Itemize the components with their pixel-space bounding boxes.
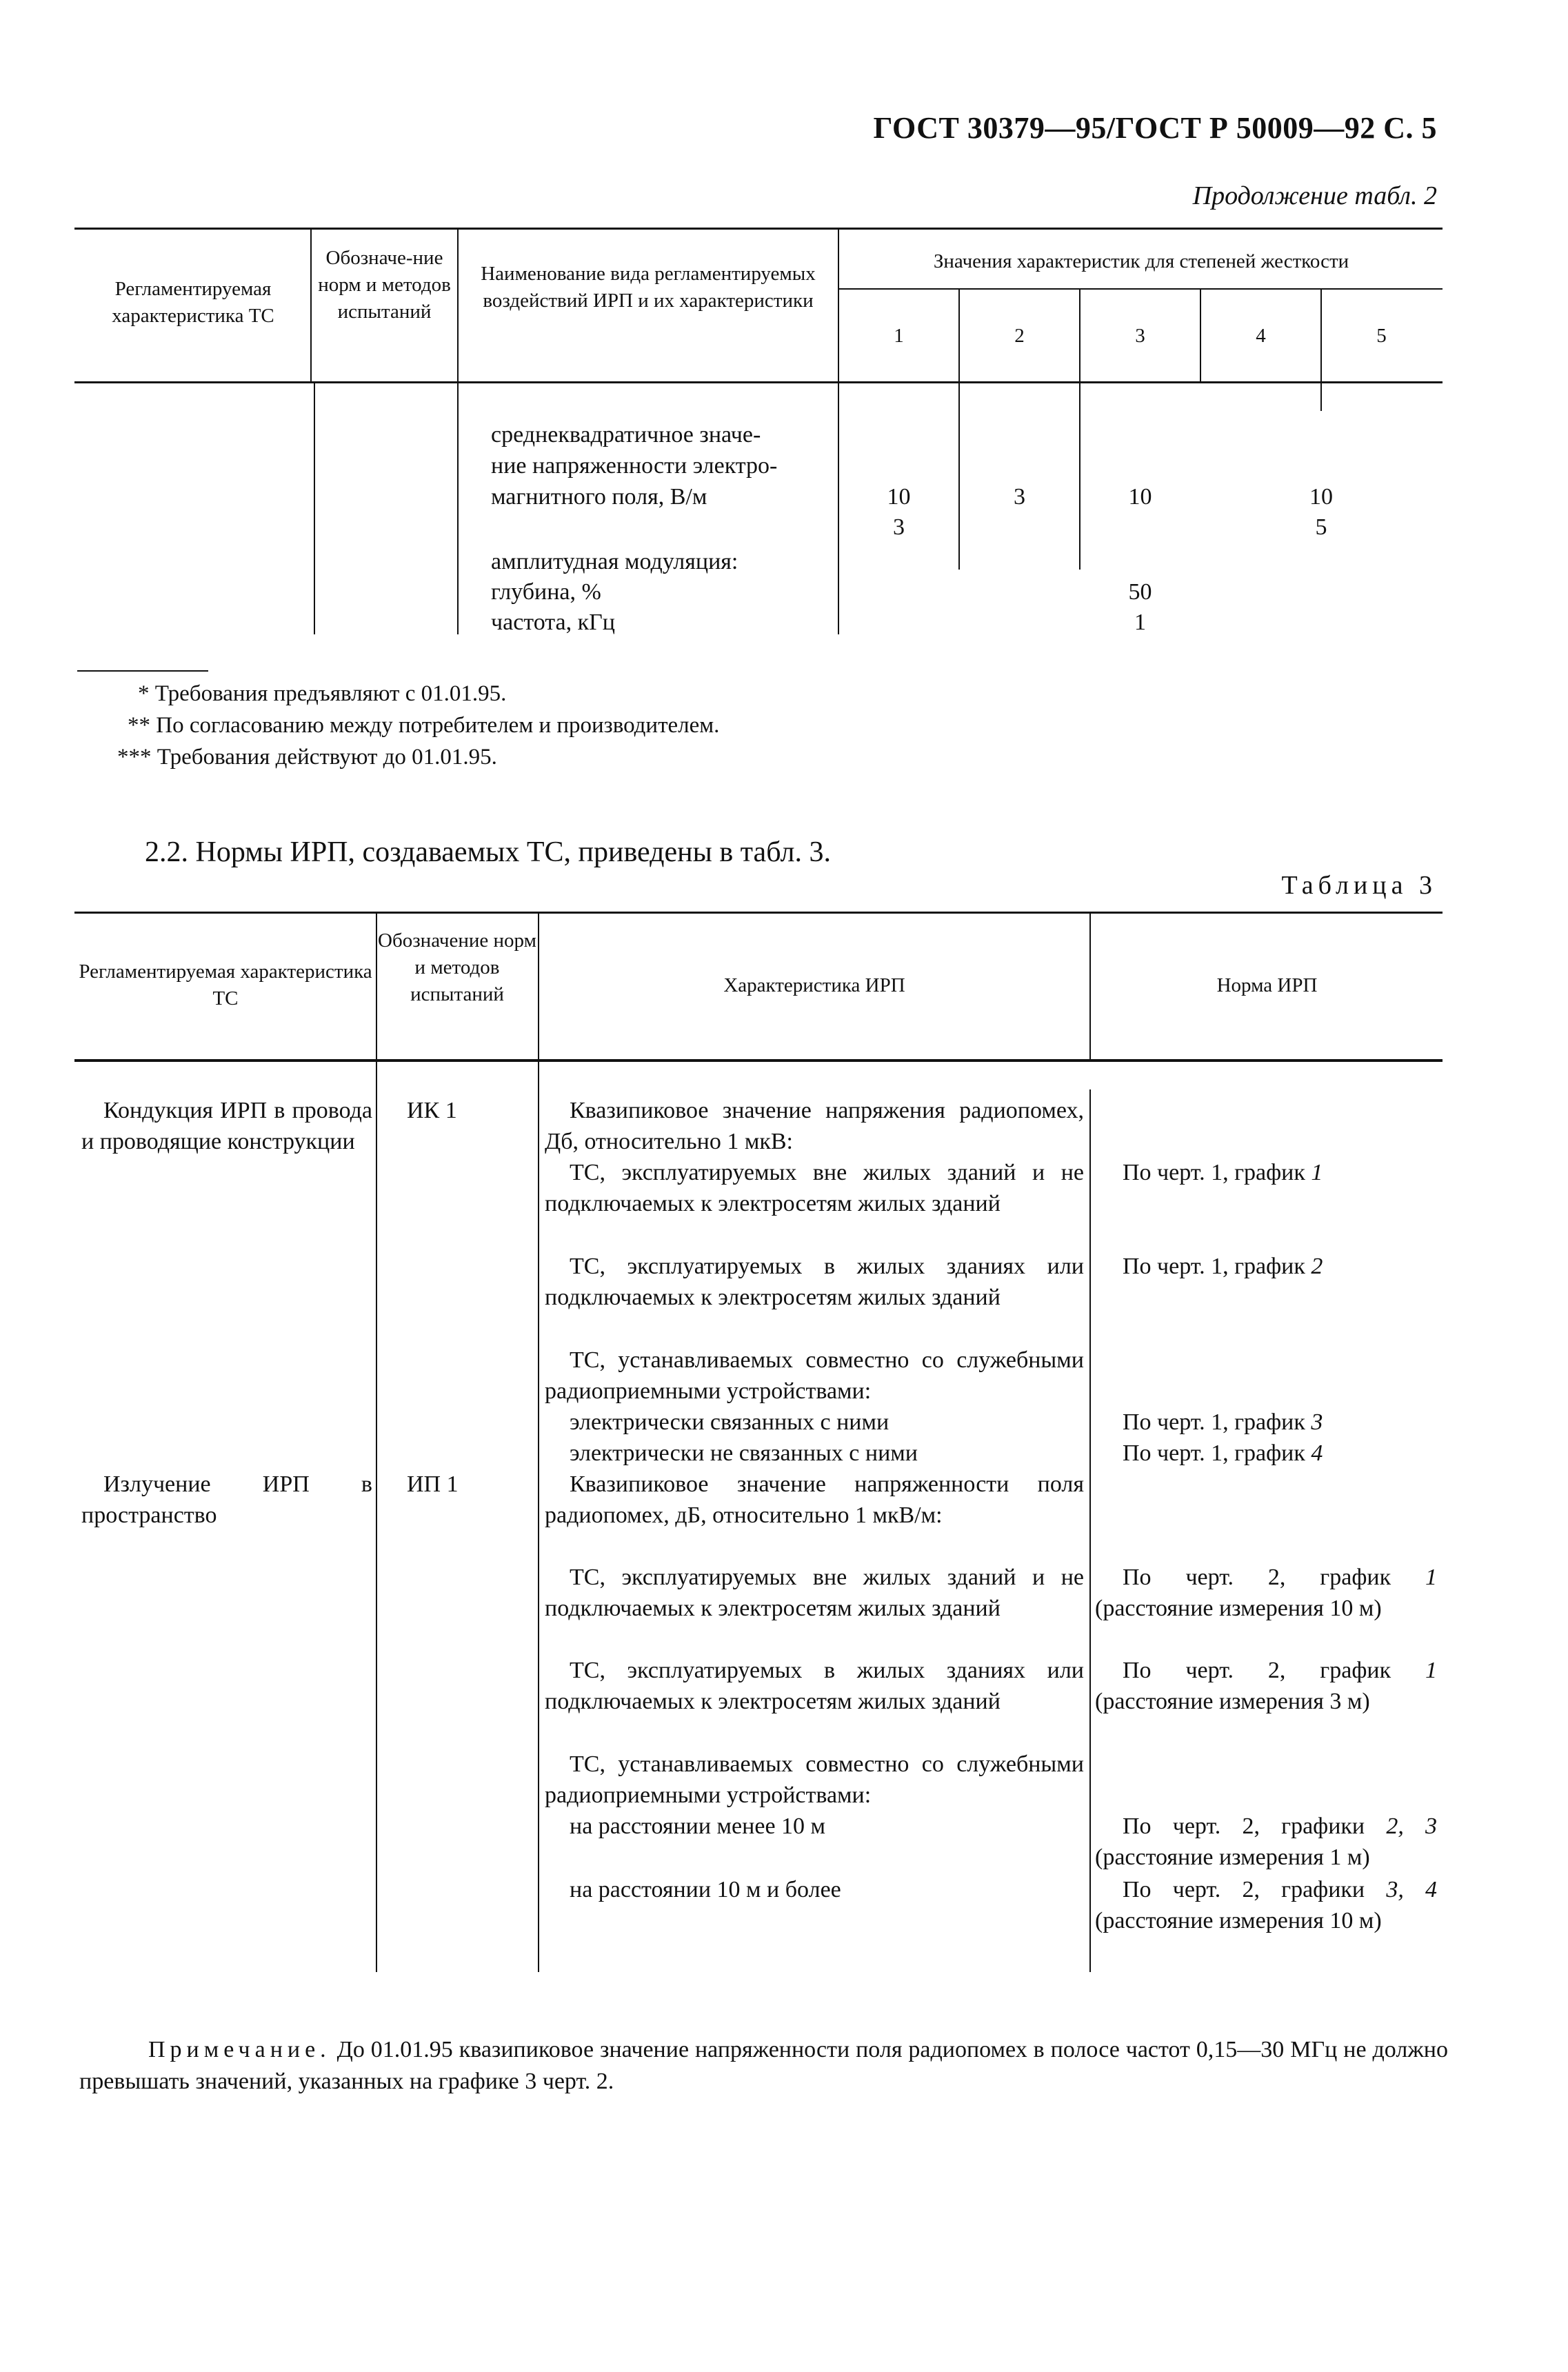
- t3-radiation-item-5: на расстоянии 10 м и более: [570, 1877, 841, 1902]
- t3-radiation-norm-5: По черт. 2, графики 3, 4 (расстояние измерения 10 м): [1095, 1877, 1437, 1933]
- page-header: ГОСТ 30379—95/ГОСТ Р 50009—92 С. 5: [873, 111, 1437, 145]
- t3-radiation-norm-4: По черт. 2, графики 2, 3 (расстояние измерения 1 м): [1095, 1813, 1437, 1870]
- t3-conduction-norm-4: По черт. 1, график 3: [1123, 1409, 1323, 1435]
- t2-value2-level-4-5: 5: [1315, 514, 1327, 540]
- t3-conduction-code: ИК 1: [407, 1098, 457, 1123]
- table-3-label: Таблица 3: [1281, 871, 1437, 900]
- t2-value-level-3: 10: [1128, 484, 1152, 510]
- footnote-3: *** Требования действуют до 01.01.95.: [117, 745, 497, 770]
- t3-conduction-norm-2: По черт. 1, график 2: [1123, 1254, 1323, 1279]
- t3-header-characteristic: Регламентируемая характеристика ТС: [79, 961, 372, 1009]
- t3-radiation-norm-2: По черт. 2, график 1 (расстояние измерения 3 м): [1095, 1658, 1437, 1714]
- t2-level-2: 2: [1014, 325, 1025, 347]
- t3-conduction-norm-1: По черт. 1, график 1: [1123, 1160, 1323, 1185]
- t3-radiation-code: ИП 1: [407, 1471, 459, 1497]
- t2-value-level-1: 10: [887, 484, 911, 510]
- t3-conduction-item-5: электрически не связанных с ними: [570, 1440, 918, 1466]
- t2-row-depth: глубина, %: [491, 579, 601, 605]
- footnote-1: * Требования предъявляют с 01.01.95.: [138, 681, 507, 706]
- t3-conduction-norm-5: По черт. 1, график 4: [1123, 1440, 1323, 1466]
- t2-header-characteristic: Регламентируемая характеристика ТС: [112, 278, 274, 327]
- t3-conduction-item-3: ТС, устанавливаемых совместно со служебными радиоприемными устройствами:: [545, 1347, 1084, 1404]
- t2-level-1: 1: [894, 325, 904, 347]
- t2-header-impact-type: Наименование вида регламентируемых воздействий ИРП и их характеристики: [481, 263, 816, 312]
- t3-radiation-item-2: ТС, эксплуатируемых в жилых зданиях или подключаемых к электросетям жилых зданий: [545, 1658, 1084, 1714]
- t3-radiation-item-4: на расстоянии менее 10 м: [570, 1813, 826, 1839]
- t3-radiation-item-1: ТС, эксплуатируемых вне жилых зданий и не подключаемых к электросетям жилых зданий: [545, 1565, 1084, 1621]
- t3-conduction-name: Кондукция ИРП в провода и проводящие конструкции: [81, 1098, 372, 1154]
- t3-conduction-item-4: электрически связанных с ними: [570, 1409, 889, 1435]
- t2-frequency-value: 1: [1134, 610, 1146, 635]
- t2-depth-value: 50: [1128, 579, 1152, 605]
- t3-header-irp-characteristic: Характеристика ИРП: [723, 974, 905, 996]
- t2-value-level-2: 3: [1014, 484, 1025, 510]
- table-3-note: Примечание. До 01.01.95 квазипиковое значение напряженности поля радиопомех в полосе частот 0,15—30 МГц не должно превышать значений, указанных на графике 3 черт. 2.: [79, 2037, 1448, 2094]
- t2-level-3: 3: [1135, 325, 1145, 347]
- t3-conduction-intro: Квазипиковое значение напряжения радиопомех, Дб, относительно 1 мкВ:: [545, 1098, 1084, 1154]
- t3-header-designation: Обозначение норм и методов испытаний: [378, 929, 536, 1005]
- t3-conduction-item-1: ТС, эксплуатируемых вне жилых зданий и не подключаемых к электросетям жилых зданий: [545, 1160, 1084, 1216]
- t3-radiation-norm-1: По черт. 2, график 1 (расстояние измерения 10 м): [1095, 1565, 1437, 1621]
- t2-value2-level-1: 3: [893, 514, 905, 540]
- table-continuation-label: Продолжение табл. 2: [1192, 181, 1437, 210]
- t2-header-designation: Обозначе-ние норм и методов испытаний: [318, 247, 451, 323]
- t2-level-5: 5: [1376, 325, 1387, 347]
- footnote-rule: [77, 670, 208, 672]
- t3-radiation-name: Излучение ИРП в пространство: [81, 1471, 372, 1528]
- t3-radiation-item-3: ТС, устанавливаемых совместно со служебными радиоприемными устройствами:: [545, 1751, 1084, 1808]
- t2-level-4: 4: [1256, 325, 1266, 347]
- t2-row-am-modulation: амплитудная модуляция:: [491, 549, 738, 574]
- footnote-2: ** По согласованию между потребителем и производителем.: [128, 713, 720, 738]
- t3-header-irp-norm: Норма ИРП: [1216, 974, 1318, 996]
- t2-header-severity-group: Значения характеристик для степеней жесткости: [933, 250, 1349, 272]
- t3-radiation-intro: Квазипиковое значение напряженности поля радиопомех, дБ, относительно 1 мкВ/м:: [545, 1471, 1084, 1528]
- section-2-2-text: 2.2. Нормы ИРП, создаваемых ТС, приведены в табл. 3.: [145, 836, 831, 868]
- t2-value-level-4-5: 10: [1309, 484, 1333, 510]
- t2-row-field-strength: среднеквадратичное значе- ние напряженности электро- магнитного поля, В/м: [491, 422, 778, 510]
- t3-conduction-item-2: ТС, эксплуатируемых в жилых зданиях или подключаемых к электросетям жилых зданий: [545, 1254, 1084, 1310]
- t2-row-frequency: частота, кГц: [491, 610, 615, 635]
